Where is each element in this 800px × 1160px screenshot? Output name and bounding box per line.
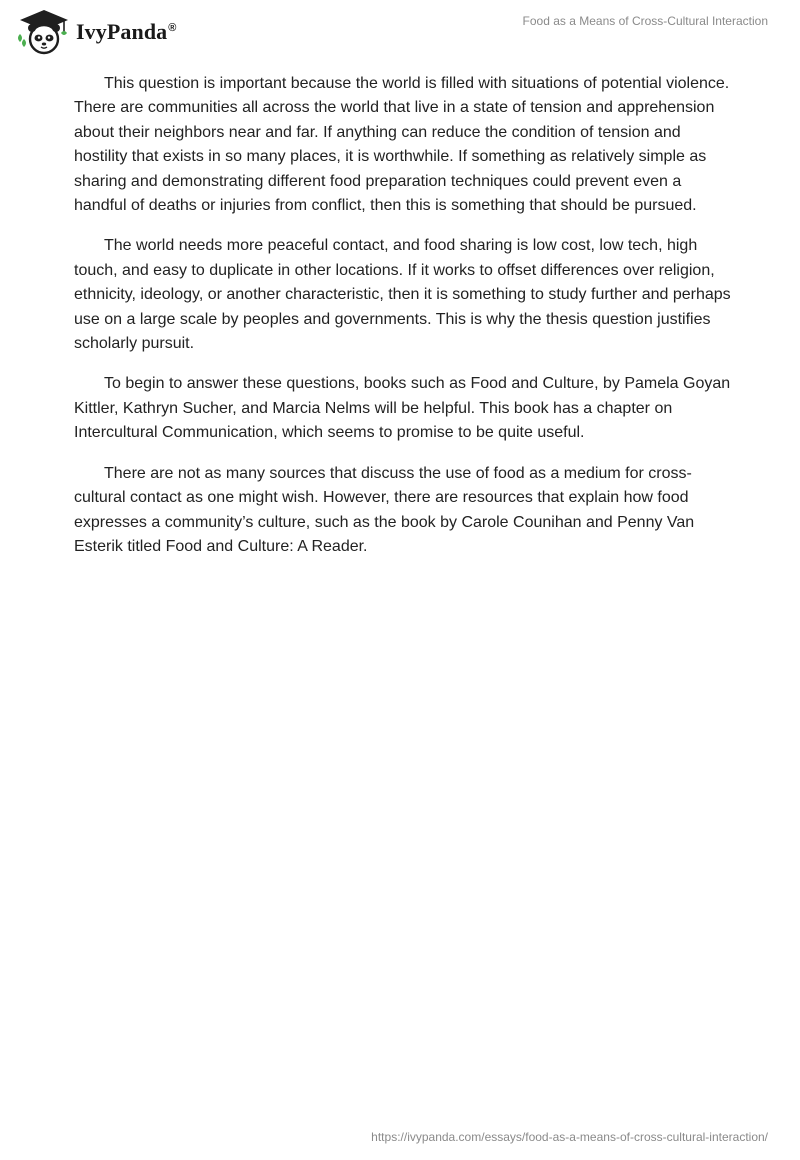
ivypanda-logo[interactable] [14,6,177,56]
registered-mark: ® [168,21,177,34]
essay-body [74,72,734,575]
paragraph-4: There are not as many sources that discuss the use of food as a medium for cross-cultural contact as one might wish. However, there are resources that explain how food expresses a community’s culture, such as the book by Carole Counihan and Penny Van Esterik titled Food and Culture: A Reader. [74,464,695,555]
paragraph-2: The world needs more peaceful contact, and food sharing is low cost, low tech, high touch, and easy to duplicate in other locations. If it works to offset differences over religion, ethnicity, ideology, or another characteristic, then it is something to study further and perhaps use on a large scale by peoples and governments. This is why the thesis question justifies scholarly pursuit. [74,237,731,353]
page-header [0,0,800,64]
paragraph-1: This question is important because the world is filled with situations of potential violence. There are communities all across the world that live in a state of tension and apprehension about their neighbors near and far. If anything can reduce the condition of tension and hostility that exists in so many places, it is worthwhile. If something as relatively simple as sharing and demonstrating different food preparation techniques could prevent even a handful of deaths or injuries from conflict, then this is something that should be pursued. [74,75,730,215]
source-url-link[interactable]: https://ivypanda.com/essays/food-as-a-means-of-cross-cultural-interaction/ [371,1130,768,1144]
running-title: Food as a Means of Cross-Cultural Interaction [522,14,768,28]
paragraph-3: To begin to answer these questions, books such as Food and Culture, by Pamela Goyan Kittler, Kathryn Sucher, and Marcia Nelms will be helpful. This book has a chapter on Intercultural Communication, which seems to promise to be quite useful. [74,375,731,442]
panda-graduate-icon [14,6,72,56]
brand-name: IvyPanda® [76,19,177,44]
